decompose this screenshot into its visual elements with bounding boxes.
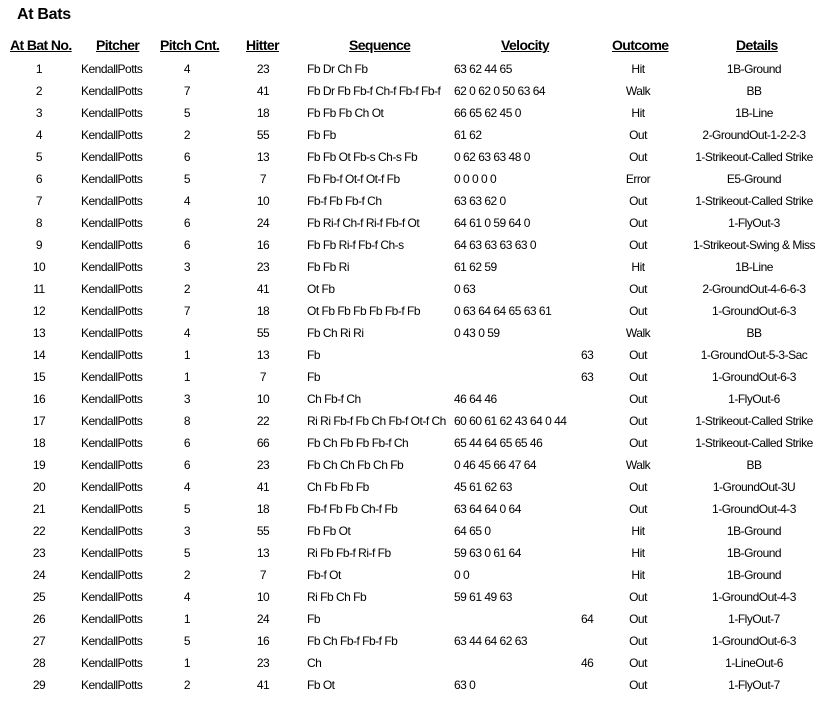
cell-velocity: 59 61 49 63 [454, 590, 512, 604]
table-row [0, 609, 831, 631]
cell-outcome: Out [629, 238, 647, 252]
cell-velocity: 65 44 64 65 65 46 [454, 436, 543, 450]
cell-sequence: Ch Fb Fb Fb [307, 480, 369, 494]
cell-hitter: 7 [259, 172, 267, 186]
cell-pitch-cnt: 2 [183, 282, 191, 296]
cell-at-bat-no: 12 [32, 304, 46, 318]
cell-at-bat-no: 29 [32, 678, 46, 692]
cell-pitcher: KendallPotts [81, 634, 143, 648]
cell-details: 1-FlyOut-6 [728, 392, 780, 406]
cell-pitcher: KendallPotts [81, 392, 143, 406]
cell-details: 1-GroundOut-6-3 [712, 634, 796, 648]
cell-pitch-cnt: 4 [183, 590, 191, 604]
cell-velocity: 64 63 63 63 63 0 [454, 238, 537, 252]
cell-hitter: 13 [256, 150, 270, 164]
header-details: Details [736, 37, 778, 53]
table-row [0, 411, 831, 433]
cell-hitter: 7 [259, 568, 267, 582]
cell-at-bat-no: 5 [35, 150, 43, 164]
cell-details: BB [746, 326, 762, 340]
cell-details: BB [746, 458, 762, 472]
cell-outcome: Out [629, 590, 647, 604]
cell-sequence: Fb Ch Fb Fb Fb-f Ch [307, 436, 409, 450]
cell-outcome: Out [629, 436, 647, 450]
header-hitter: Hitter [246, 37, 279, 53]
cell-details: 2-GroundOut-1-2-2-3 [702, 128, 806, 142]
cell-pitcher: KendallPotts [81, 62, 143, 76]
cell-sequence: Fb-f Ot [307, 568, 341, 582]
table-row [0, 543, 831, 565]
cell-pitcher: KendallPotts [81, 568, 143, 582]
cell-hitter: 55 [256, 524, 270, 538]
cell-pitch-cnt: 5 [183, 634, 191, 648]
cell-sequence: Fb Ch Ri Ri [307, 326, 364, 340]
cell-hitter: 22 [256, 414, 270, 428]
cell-pitcher: KendallPotts [81, 370, 143, 384]
cell-outcome: Out [629, 370, 647, 384]
cell-at-bat-no: 16 [32, 392, 46, 406]
cell-details: 1-GroundOut-6-3 [712, 304, 796, 318]
cell-velocity: 45 61 62 63 [454, 480, 512, 494]
cell-details: 1B-Ground [726, 568, 782, 582]
table-row [0, 433, 831, 455]
cell-pitcher: KendallPotts [81, 502, 143, 516]
cell-outcome: Out [629, 612, 647, 626]
cell-outcome: Out [629, 392, 647, 406]
cell-pitcher: KendallPotts [81, 524, 143, 538]
cell-sequence: Fb Dr Fb Fb-f Ch-f Fb-f Fb-f [307, 84, 441, 98]
cell-sequence: Ch Fb-f Ch [307, 392, 361, 406]
cell-pitcher: KendallPotts [81, 194, 143, 208]
cell-velocity: 46 64 46 [454, 392, 497, 406]
cell-sequence: Fb Fb Ri [307, 260, 350, 274]
cell-details: 2-GroundOut-4-6-6-3 [702, 282, 806, 296]
cell-sequence: Fb Ch Ch Fb Ch Fb [307, 458, 404, 472]
header-outcome: Outcome [612, 37, 669, 53]
cell-at-bat-no: 8 [35, 216, 43, 230]
cell-pitcher: KendallPotts [81, 348, 143, 362]
cell-outcome: Out [629, 348, 647, 362]
cell-pitcher: KendallPotts [81, 128, 143, 142]
cell-outcome: Out [629, 150, 647, 164]
cell-details: 1-FlyOut-7 [728, 612, 780, 626]
cell-at-bat-no: 28 [32, 656, 46, 670]
cell-sequence: Ch [307, 656, 322, 670]
cell-pitch-cnt: 4 [183, 326, 191, 340]
table-row [0, 389, 831, 411]
cell-pitch-cnt: 1 [183, 612, 191, 626]
cell-at-bat-no: 18 [32, 436, 46, 450]
cell-hitter: 55 [256, 128, 270, 142]
cell-outcome: Out [629, 282, 647, 296]
cell-pitch-cnt: 2 [183, 128, 191, 142]
cell-pitch-cnt: 5 [183, 106, 191, 120]
cell-velocity: 61 62 [454, 128, 482, 142]
header-sequence: Sequence [349, 37, 411, 53]
cell-at-bat-no: 15 [32, 370, 46, 384]
cell-hitter: 7 [259, 370, 267, 384]
header-pitcher: Pitcher [96, 37, 140, 53]
cell-pitcher: KendallPotts [81, 150, 143, 164]
table-row [0, 521, 831, 543]
cell-pitch-cnt: 5 [183, 172, 191, 186]
cell-details: 1B-Ground [726, 62, 782, 76]
cell-pitcher: KendallPotts [81, 414, 143, 428]
table-row [0, 345, 831, 367]
table-row [0, 631, 831, 653]
cell-details: 1-Strikeout-Called Strike [695, 150, 813, 164]
cell-hitter: 24 [256, 216, 270, 230]
cell-hitter: 13 [256, 348, 270, 362]
cell-pitch-cnt: 6 [183, 238, 191, 252]
cell-sequence: Fb Dr Ch Fb [307, 62, 368, 76]
table-row [0, 565, 831, 587]
cell-velocity: 0 63 64 64 65 63 61 [454, 304, 552, 318]
cell-hitter: 41 [256, 678, 270, 692]
cell-pitcher: KendallPotts [81, 656, 143, 670]
cell-at-bat-no: 6 [35, 172, 43, 186]
table-row [0, 323, 831, 345]
table-row [0, 653, 831, 675]
cell-pitch-cnt: 1 [183, 370, 191, 384]
cell-details: 1-GroundOut-4-3 [712, 590, 796, 604]
cell-outcome: Out [629, 678, 647, 692]
table-row [0, 235, 831, 257]
cell-velocity: 63 44 64 62 63 [454, 634, 528, 648]
cell-at-bat-no: 23 [32, 546, 46, 560]
cell-outcome: Hit [631, 568, 645, 582]
cell-velocity: 59 63 0 61 64 [454, 546, 521, 560]
cell-velocity: 64 65 0 [454, 524, 491, 538]
cell-outcome: Error [625, 172, 651, 186]
cell-hitter: 16 [256, 238, 270, 252]
cell-details: 1-GroundOut-6-3 [712, 370, 796, 384]
table-row [0, 367, 831, 389]
cell-pitcher: KendallPotts [81, 326, 143, 340]
cell-velocity: 64 61 0 59 64 0 [454, 216, 530, 230]
cell-hitter: 66 [256, 436, 270, 450]
cell-sequence: Fb Fb Fb Ch Ot [307, 106, 384, 120]
cell-velocity: 0 46 45 66 47 64 [454, 458, 537, 472]
cell-outcome: Hit [631, 524, 645, 538]
cell-at-bat-no: 19 [32, 458, 46, 472]
cell-velocity: 61 62 59 [454, 260, 497, 274]
cell-velocity: 62 0 62 0 50 63 64 [454, 84, 546, 98]
cell-pitch-cnt: 5 [183, 502, 191, 516]
cell-hitter: 23 [256, 62, 270, 76]
cell-pitch-cnt: 6 [183, 458, 191, 472]
cell-velocity: 63 0 [454, 678, 476, 692]
cell-pitcher: KendallPotts [81, 590, 143, 604]
cell-pitch-cnt: 3 [183, 260, 191, 274]
cell-sequence: Fb Fb Ot [307, 524, 351, 538]
cell-outcome: Out [629, 304, 647, 318]
cell-velocity: 0 0 [454, 568, 470, 582]
cell-at-bat-no: 20 [32, 480, 46, 494]
cell-outcome: Hit [631, 260, 645, 274]
table-row [0, 477, 831, 499]
cell-sequence: Ri Ri Fb-f Fb Ch Fb-f Ot-f Ch [307, 414, 446, 428]
cell-pitch-cnt: 5 [183, 546, 191, 560]
cell-velocity: 60 60 61 62 43 64 0 44 [454, 414, 567, 428]
table-row [0, 499, 831, 521]
cell-at-bat-no: 4 [35, 128, 43, 142]
cell-outcome: Out [629, 502, 647, 516]
cell-hitter: 18 [256, 304, 270, 318]
cell-velocity-extra: 46 [581, 656, 594, 670]
cell-outcome: Out [629, 480, 647, 494]
cell-details: 1-GroundOut-3U [712, 480, 796, 494]
cell-hitter: 10 [256, 194, 270, 208]
cell-at-bat-no: 14 [32, 348, 46, 362]
cell-at-bat-no: 3 [35, 106, 43, 120]
cell-at-bat-no: 9 [35, 238, 43, 252]
cell-pitcher: KendallPotts [81, 260, 143, 274]
cell-outcome: Walk [625, 84, 651, 98]
header-at-bat-no: At Bat No. [10, 37, 72, 53]
at-bats-table [0, 59, 831, 697]
table-row [0, 279, 831, 301]
cell-pitch-cnt: 4 [183, 480, 191, 494]
cell-velocity-extra: 63 [581, 370, 594, 384]
cell-details: 1B-Ground [726, 524, 782, 538]
cell-pitcher: KendallPotts [81, 678, 143, 692]
cell-outcome: Hit [631, 546, 645, 560]
cell-hitter: 13 [256, 546, 270, 560]
table-row [0, 675, 831, 697]
cell-details: 1-GroundOut-4-3 [712, 502, 796, 516]
cell-pitch-cnt: 7 [183, 304, 191, 318]
cell-at-bat-no: 13 [32, 326, 46, 340]
table-row [0, 455, 831, 477]
cell-pitch-cnt: 1 [183, 348, 191, 362]
cell-sequence: Fb-f Fb Fb-f Ch [307, 194, 382, 208]
cell-details: BB [746, 84, 762, 98]
cell-at-bat-no: 25 [32, 590, 46, 604]
cell-details: 1-FlyOut-7 [728, 678, 780, 692]
cell-at-bat-no: 17 [32, 414, 46, 428]
cell-pitcher: KendallPotts [81, 304, 143, 318]
cell-hitter: 55 [256, 326, 270, 340]
cell-details: 1B-Line [735, 260, 773, 274]
cell-velocity: 0 43 0 59 [454, 326, 500, 340]
table-row [0, 257, 831, 279]
cell-outcome: Out [629, 634, 647, 648]
cell-details: 1-GroundOut-5-3-Sac [700, 348, 808, 362]
cell-at-bat-no: 1 [35, 62, 43, 76]
cell-pitcher: KendallPotts [81, 282, 143, 296]
cell-sequence: Fb Ch Fb-f Fb-f Fb [307, 634, 398, 648]
cell-pitch-cnt: 6 [183, 150, 191, 164]
cell-details: 1-Strikeout-Called Strike [695, 436, 813, 450]
table-row [0, 81, 831, 103]
cell-velocity-extra: 63 [581, 348, 594, 362]
cell-at-bat-no: 11 [33, 282, 45, 296]
cell-pitch-cnt: 1 [183, 656, 191, 670]
cell-outcome: Walk [625, 326, 651, 340]
cell-details: 1B-Ground [726, 546, 782, 560]
cell-sequence: Fb Fb Ri-f Fb-f Ch-s [307, 238, 404, 252]
cell-hitter: 41 [256, 282, 270, 296]
header-pitch-cnt: Pitch Cnt. [160, 37, 220, 53]
cell-sequence: Fb Fb-f Ot-f Ot-f Fb [307, 172, 400, 186]
page-title: At Bats [17, 6, 71, 23]
cell-outcome: Out [629, 656, 647, 670]
cell-hitter: 16 [256, 634, 270, 648]
table-row [0, 213, 831, 235]
cell-velocity: 63 64 64 0 64 [454, 502, 521, 516]
cell-sequence: Ri Fb Ch Fb [307, 590, 367, 604]
cell-pitcher: KendallPotts [81, 216, 143, 230]
cell-velocity-extra: 64 [581, 612, 594, 626]
cell-sequence: Fb [307, 348, 321, 362]
cell-outcome: Hit [631, 106, 645, 120]
cell-details: 1-Strikeout-Swing & Miss [692, 238, 816, 252]
table-row [0, 191, 831, 213]
table-row [0, 587, 831, 609]
cell-hitter: 41 [256, 84, 270, 98]
cell-hitter: 10 [256, 590, 270, 604]
cell-details: 1-Strikeout-Called Strike [695, 194, 813, 208]
cell-pitch-cnt: 7 [183, 84, 191, 98]
table-row [0, 169, 831, 191]
cell-hitter: 10 [256, 392, 270, 406]
cell-outcome: Out [629, 216, 647, 230]
cell-velocity: 0 0 0 0 0 [454, 172, 497, 186]
cell-pitcher: KendallPotts [81, 84, 143, 98]
cell-pitch-cnt: 8 [183, 414, 191, 428]
cell-pitcher: KendallPotts [81, 436, 143, 450]
table-row [0, 301, 831, 323]
cell-sequence: Fb [307, 612, 321, 626]
cell-hitter: 23 [256, 260, 270, 274]
cell-pitcher: KendallPotts [81, 238, 143, 252]
cell-velocity: 0 63 [454, 282, 476, 296]
cell-pitch-cnt: 4 [183, 194, 191, 208]
cell-outcome: Out [629, 194, 647, 208]
cell-details: 1-FlyOut-3 [728, 216, 780, 230]
cell-details: 1-Strikeout-Called Strike [695, 414, 813, 428]
cell-pitch-cnt: 6 [183, 436, 191, 450]
cell-pitcher: KendallPotts [81, 546, 143, 560]
cell-pitch-cnt: 3 [183, 524, 191, 538]
cell-outcome: Walk [625, 458, 651, 472]
cell-at-bat-no: 27 [32, 634, 46, 648]
cell-outcome: Hit [631, 62, 645, 76]
cell-pitch-cnt: 4 [183, 62, 191, 76]
cell-hitter: 41 [256, 480, 270, 494]
table-row [0, 147, 831, 169]
cell-velocity: 0 62 63 63 48 0 [454, 150, 530, 164]
table-row [0, 103, 831, 125]
cell-sequence: Fb Ri-f Ch-f Ri-f Fb-f Ot [307, 216, 420, 230]
cell-at-bat-no: 22 [32, 524, 46, 538]
cell-velocity: 63 63 62 0 [454, 194, 506, 208]
cell-sequence: Fb [307, 370, 321, 384]
cell-hitter: 23 [256, 656, 270, 670]
cell-pitch-cnt: 2 [183, 678, 191, 692]
cell-outcome: Out [629, 414, 647, 428]
cell-hitter: 23 [256, 458, 270, 472]
cell-sequence: Fb-f Fb Fb Ch-f Fb [307, 502, 398, 516]
cell-sequence: Ri Fb Fb-f Ri-f Fb [307, 546, 391, 560]
cell-pitcher: KendallPotts [81, 458, 143, 472]
cell-at-bat-no: 7 [35, 194, 43, 208]
cell-details: 1B-Line [735, 106, 773, 120]
cell-sequence: Ot Fb Fb Fb Fb Fb-f Fb [307, 304, 421, 318]
cell-sequence: Fb Fb Ot Fb-s Ch-s Fb [307, 150, 418, 164]
cell-pitch-cnt: 6 [183, 216, 191, 230]
cell-pitcher: KendallPotts [81, 106, 143, 120]
cell-at-bat-no: 2 [35, 84, 43, 98]
cell-velocity: 66 65 62 45 0 [454, 106, 521, 120]
table-row [0, 125, 831, 147]
cell-pitch-cnt: 3 [183, 392, 191, 406]
cell-pitch-cnt: 2 [183, 568, 191, 582]
cell-pitcher: KendallPotts [81, 172, 143, 186]
cell-sequence: Fb Ot [307, 678, 335, 692]
cell-at-bat-no: 26 [32, 612, 46, 626]
cell-hitter: 18 [256, 106, 270, 120]
cell-pitcher: KendallPotts [81, 612, 143, 626]
table-row [0, 59, 831, 81]
cell-sequence: Fb Fb [307, 128, 336, 142]
cell-at-bat-no: 10 [32, 260, 46, 274]
cell-details: E5-Ground [726, 172, 782, 186]
cell-details: 1-LineOut-6 [725, 656, 783, 670]
header-velocity: Velocity [501, 37, 550, 53]
cell-outcome: Out [629, 128, 647, 142]
cell-velocity: 63 62 44 65 [454, 62, 512, 76]
cell-hitter: 18 [256, 502, 270, 516]
cell-at-bat-no: 24 [32, 568, 46, 582]
cell-sequence: Ot Fb [307, 282, 335, 296]
cell-pitcher: KendallPotts [81, 480, 143, 494]
cell-hitter: 24 [256, 612, 270, 626]
cell-at-bat-no: 21 [32, 502, 46, 516]
